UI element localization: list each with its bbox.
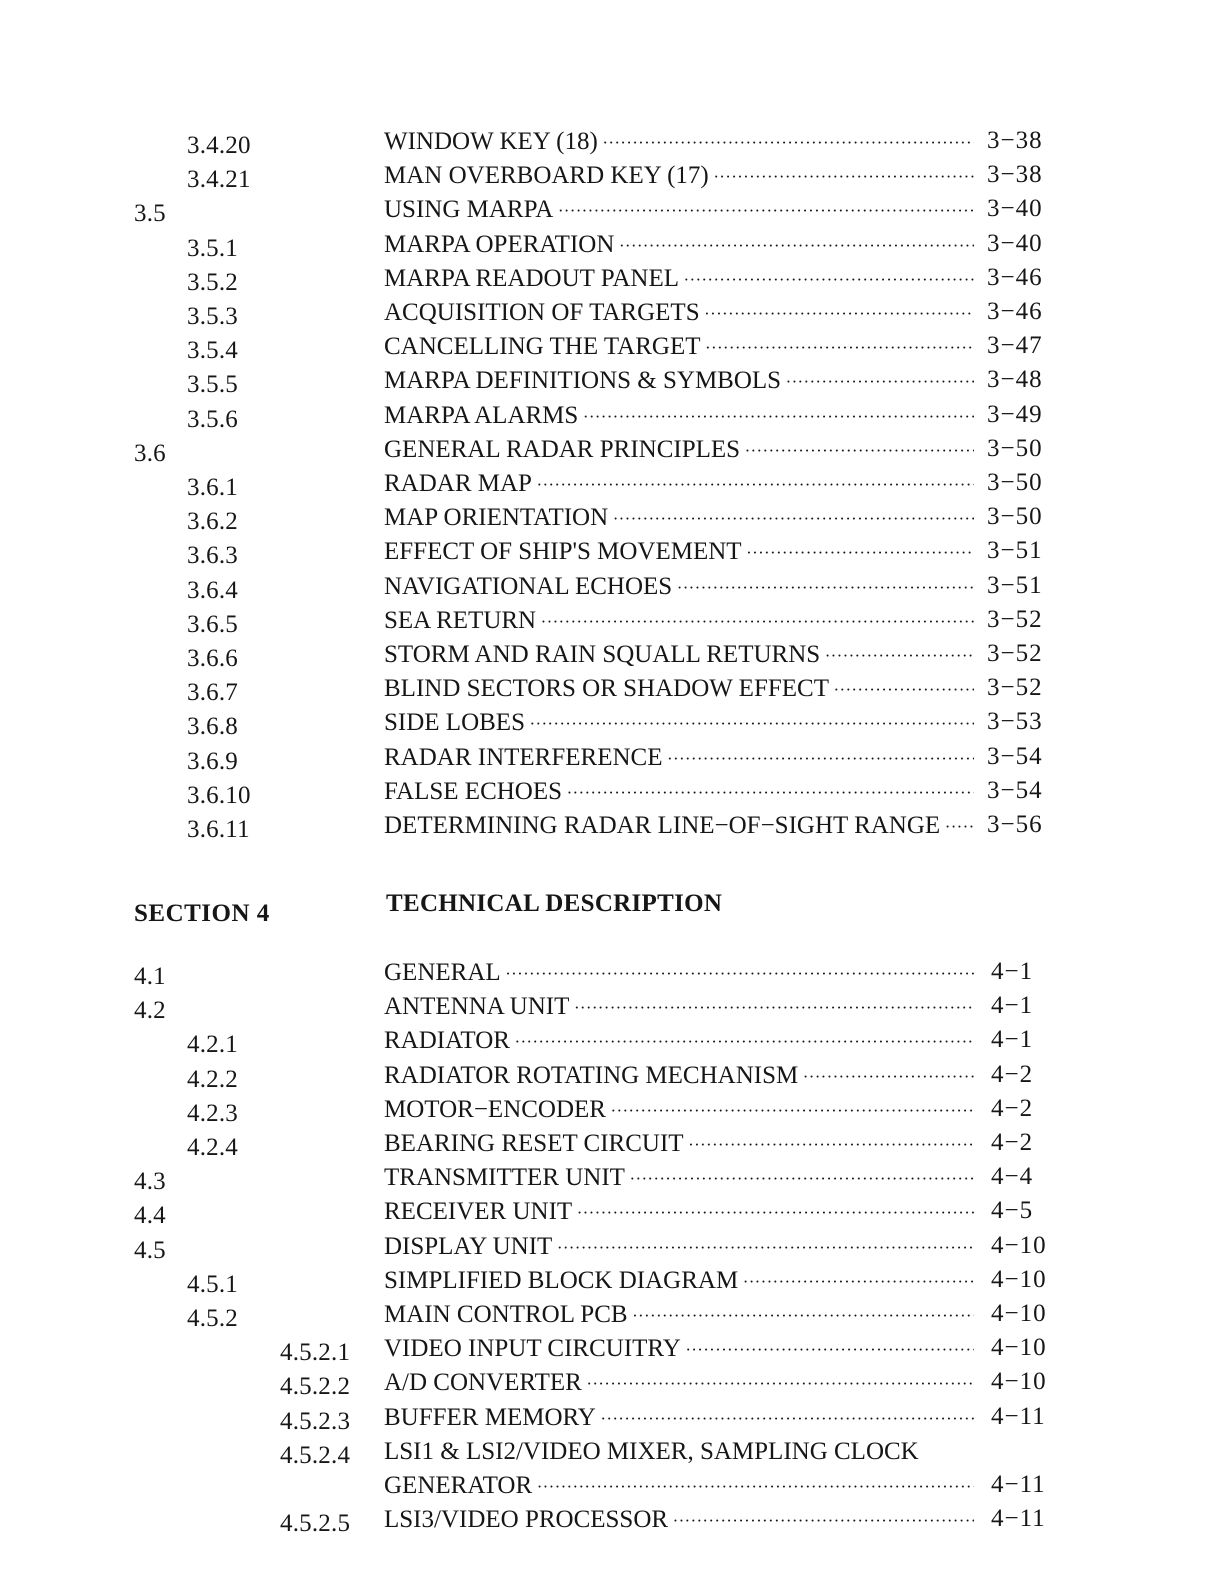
toc-entry <box>0 777 1224 811</box>
toc-entry-page: 3−40 <box>987 229 1043 257</box>
toc-entry <box>0 1403 1224 1437</box>
toc-entry-title: RECEIVER UNIT ····· <box>384 1198 974 1225</box>
toc-entry-title: NAVIGATIONAL ECHOES ····· <box>384 573 974 600</box>
toc-entry-page: 4−10 <box>991 1231 1047 1259</box>
toc-entry <box>0 572 1224 606</box>
toc-entry <box>0 640 1224 674</box>
toc-entry <box>0 366 1224 400</box>
toc-entry-page: 4−4 <box>991 1163 1034 1191</box>
toc-entry-title: MAN OVERBOARD KEY (17) ····· <box>384 162 974 189</box>
toc-entry-number: 4.5.2.2 <box>280 1373 351 1401</box>
toc-entry-page: 3−52 <box>987 640 1043 667</box>
toc-entry-page: 3−51 <box>987 571 1043 599</box>
toc-entry-title: BLIND SECTORS OR SHADOW EFFECT ····· <box>384 675 974 702</box>
toc-entry-number: 4.2.4 <box>187 1134 238 1161</box>
toc-entry-page: 4−5 <box>991 1197 1034 1225</box>
toc-entry-title: MARPA READOUT PANEL ····· <box>384 265 974 292</box>
toc-entry <box>0 537 1224 571</box>
toc-entry-number: 3.6.2 <box>187 508 238 536</box>
toc-entry <box>0 332 1224 366</box>
toc-entry <box>0 958 1224 992</box>
toc-entry-number: 3.4.21 <box>187 166 251 194</box>
toc-entry-title: DETERMINING RADAR LINE−OF−SIGHT RANGE ····· <box>384 812 974 839</box>
toc-entry-title: MAIN CONTROL PCB ····· <box>384 1301 974 1328</box>
toc-entry-number: 3.5.3 <box>187 303 238 330</box>
toc-entry-title: MOTOR−ENCODER ····· <box>384 1096 974 1123</box>
toc-entry-page: 4−10 <box>991 1334 1047 1362</box>
toc-entry-continuation <box>0 1471 1224 1505</box>
toc-entry <box>0 1232 1224 1266</box>
toc-entry-page: 4−1 <box>991 992 1034 1020</box>
toc-entry <box>0 1437 1224 1471</box>
toc-entry-title: ANTENNA UNIT ····· <box>384 993 974 1020</box>
toc-entry-page: 4−10 <box>991 1265 1047 1293</box>
toc-entry-number: 3.6 <box>134 439 166 467</box>
toc-entry-number: 4.5 <box>134 1236 166 1264</box>
toc-entry-title: GENERAL ····· <box>384 959 974 986</box>
toc-entry <box>0 1129 1224 1163</box>
toc-entry-title: WINDOW KEY (18) ····· <box>384 128 974 155</box>
toc-entry-title: BEARING RESET CIRCUIT ····· <box>384 1130 974 1157</box>
toc-entry-title: SEA RETURN ····· <box>384 607 974 634</box>
toc-entry <box>0 674 1224 708</box>
toc-entry-page: 4−11 <box>991 1505 1046 1533</box>
toc-entry <box>0 230 1224 264</box>
toc-entry-page: 3−46 <box>987 263 1043 291</box>
toc-entry-title: GENERAL RADAR PRINCIPLES ····· <box>384 436 974 463</box>
toc-entry <box>0 264 1224 298</box>
toc-entry-title: SIMPLIFIED BLOCK DIAGRAM ····· <box>384 1267 974 1294</box>
toc-entry-title: USING MARPA ····· <box>384 196 974 223</box>
toc-entry-number: 3.5.2 <box>187 268 238 296</box>
toc-entry-page: 3−56 <box>987 811 1043 838</box>
toc-entry-page: 3−54 <box>987 776 1043 804</box>
toc-entry-page: 3−48 <box>987 366 1043 394</box>
toc-entry-number: 4.4 <box>134 1202 166 1230</box>
toc-entry-number: 4.5.2.4 <box>280 1441 351 1469</box>
toc-entry <box>0 1026 1224 1060</box>
toc-entry-number: 3.6.9 <box>187 747 238 775</box>
toc-entry-page: 3−40 <box>987 195 1043 223</box>
toc-entry-number: 3.4.20 <box>187 132 251 159</box>
toc-entry-title: MARPA DEFINITIONS & SYMBOLS ····· <box>384 367 974 394</box>
toc-entry-number: 4.5.2.5 <box>280 1510 351 1538</box>
toc-entry-number: 4.5.2 <box>187 1305 238 1332</box>
toc-entry-title: SIDE LOBES ····· <box>384 709 974 736</box>
toc-entry-number: 4.2.3 <box>187 1099 238 1127</box>
toc-entry-number: 3.6.4 <box>187 576 238 604</box>
toc-entry-page: 4−2 <box>991 1094 1034 1122</box>
toc-entry <box>0 127 1224 161</box>
toc-entry-number: 4.5.2.3 <box>280 1407 351 1435</box>
toc-entry-page: 3−47 <box>987 332 1043 360</box>
toc-entry-number: 4.5.1 <box>187 1270 238 1298</box>
toc-entry-number: 3.5.4 <box>187 337 238 365</box>
toc-entry-number: 3.6.6 <box>187 645 238 672</box>
toc-entry-title: ACQUISITION OF TARGETS ····· <box>384 299 974 326</box>
toc-entry-number: 4.1 <box>134 963 166 990</box>
toc-entry-page: 3−52 <box>987 605 1043 633</box>
toc-entry-title: STORM AND RAIN SQUALL RETURNS ····· <box>384 641 974 668</box>
toc-entry-page: 4−1 <box>991 1026 1034 1054</box>
toc-entry-title: RADAR INTERFERENCE ····· <box>384 744 974 771</box>
toc-entry-number: 3.6.8 <box>187 713 238 741</box>
toc-entry-number: 3.6.5 <box>187 610 238 638</box>
toc-entry-page: 4−2 <box>991 1060 1034 1088</box>
toc-entry-page: 3−53 <box>987 708 1043 736</box>
toc-entry-page: 3−54 <box>987 742 1043 770</box>
toc-entry-number: 3.5.5 <box>187 371 238 399</box>
toc-entry <box>0 1197 1224 1231</box>
toc-entry-title: BUFFER MEMORY ····· <box>384 1404 974 1431</box>
toc-entry <box>0 1368 1224 1402</box>
toc-entry-title: CANCELLING THE TARGET ····· <box>384 333 974 360</box>
toc-entry <box>0 1266 1224 1300</box>
toc-entry-title: LSI1 & LSI2/VIDEO MIXER, SAMPLING CLOCK <box>384 1437 919 1465</box>
toc-entry-page: 3−52 <box>987 674 1043 702</box>
toc-entry-title: MARPA ALARMS ····· <box>384 402 974 429</box>
toc-entry-title: TRANSMITTER UNIT ····· <box>384 1164 974 1191</box>
toc-entry <box>0 992 1224 1026</box>
toc-entry-page: 4−10 <box>991 1300 1047 1327</box>
toc-entry-page: 4−2 <box>991 1129 1034 1156</box>
toc-entry-number: 4.5.2.1 <box>280 1339 351 1367</box>
toc-entry-number: 3.6.11 <box>187 816 250 843</box>
toc-entry-number: 3.5.1 <box>187 234 238 262</box>
toc-entry-number: 4.2.1 <box>187 1031 238 1059</box>
toc-entry-title: MARPA OPERATION ····· <box>384 231 974 258</box>
toc-entry <box>0 469 1224 503</box>
toc-entry <box>0 743 1224 777</box>
toc-entry-number: 3.6.10 <box>187 781 251 809</box>
toc-entry-title: A/D CONVERTER ····· <box>384 1369 974 1396</box>
toc-entry <box>0 1163 1224 1197</box>
toc-entry <box>0 1300 1224 1334</box>
toc-entry-number: 4.2 <box>134 997 166 1025</box>
section-label: SECTION 4 <box>134 900 270 927</box>
toc-entry <box>0 708 1224 742</box>
toc-entry-number: 3.5 <box>134 200 166 228</box>
section-heading <box>0 890 1224 930</box>
toc-entry-number: 3.5.6 <box>187 405 238 433</box>
toc-entry-page: 3−46 <box>987 298 1043 325</box>
toc-entry-page: 3−38 <box>987 161 1043 189</box>
toc-entry-page: 4−11 <box>991 1402 1046 1430</box>
toc-entry-title: FALSE ECHOES ····· <box>384 778 974 805</box>
toc-entry <box>0 435 1224 469</box>
toc-entry-page: 4−11 <box>991 1471 1046 1498</box>
toc-entry-number: 3.6.1 <box>187 474 238 501</box>
toc-entry-number: 4.3 <box>134 1168 166 1196</box>
toc-entry-page: 3−50 <box>987 469 1043 496</box>
toc-entry-number: 3.6.3 <box>187 542 238 570</box>
toc-entry-number: 4.2.2 <box>187 1065 238 1093</box>
toc-entry <box>0 1334 1224 1368</box>
toc-entry-page: 3−50 <box>987 434 1043 462</box>
toc-entry <box>0 606 1224 640</box>
toc-entry-title: EFFECT OF SHIP'S MOVEMENT ····· <box>384 538 974 565</box>
toc-entry-title: MAP ORIENTATION ····· <box>384 504 974 531</box>
section-title: TECHNICAL DESCRIPTION <box>386 890 723 917</box>
toc-entry-page: 3−50 <box>987 503 1043 531</box>
toc-entry-title: RADIATOR ROTATING MECHANISM ····· <box>384 1062 974 1089</box>
toc-entry <box>0 811 1224 845</box>
toc-entry <box>0 161 1224 195</box>
toc-entry-title: RADAR MAP ····· <box>384 470 974 497</box>
toc-entry-title: RADIATOR ····· <box>384 1027 974 1054</box>
toc-entry-title: GENERATOR ····· <box>384 1472 974 1499</box>
toc-entry-title: VIDEO INPUT CIRCUITRY ····· <box>384 1335 974 1362</box>
toc-entry-title: DISPLAY UNIT ····· <box>384 1233 974 1260</box>
toc-entry-page: 4−10 <box>991 1368 1047 1396</box>
toc-entry <box>0 195 1224 229</box>
toc-entry <box>0 1095 1224 1129</box>
toc-entry <box>0 1061 1224 1095</box>
toc-entry <box>0 401 1224 435</box>
toc-entry <box>0 1505 1224 1539</box>
toc-entry-page: 4−1 <box>991 958 1034 985</box>
toc-entry <box>0 298 1224 332</box>
toc-entry <box>0 503 1224 537</box>
toc-entry-page: 3−49 <box>987 400 1043 428</box>
toc-entry-page: 3−51 <box>987 537 1043 565</box>
toc-entry-number: 3.6.7 <box>187 679 238 707</box>
toc-entry-title: LSI3/VIDEO PROCESSOR ····· <box>384 1506 974 1533</box>
toc-entry-page: 3−38 <box>987 127 1043 154</box>
